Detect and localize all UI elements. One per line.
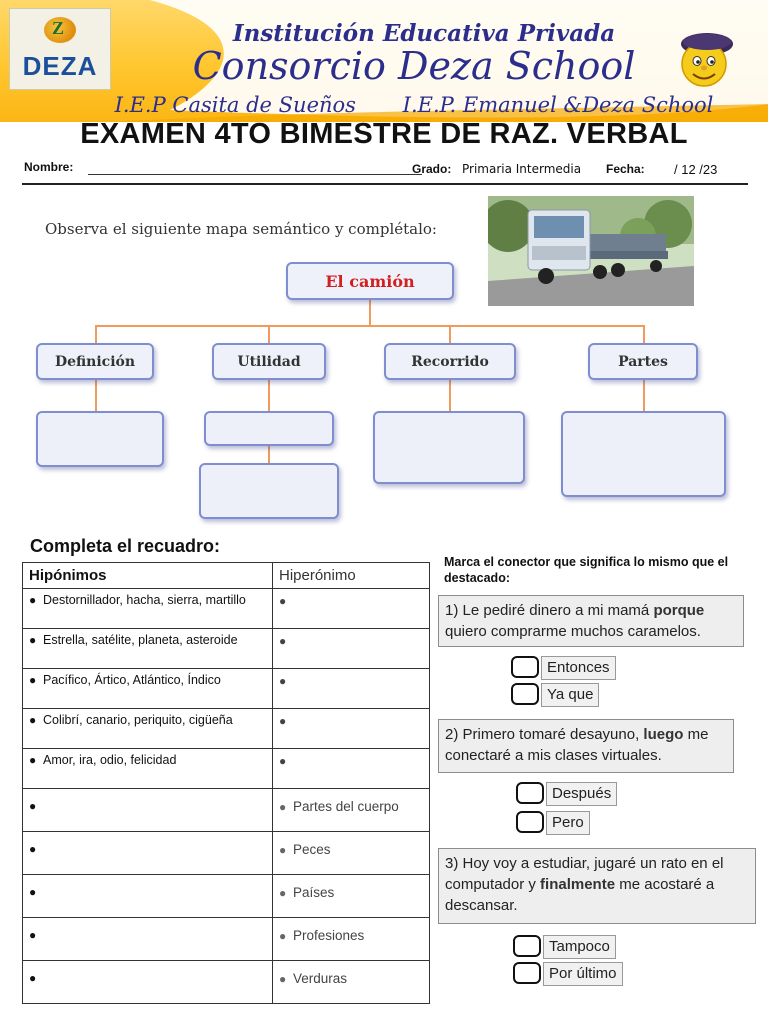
checkbox[interactable]	[511, 656, 539, 678]
checkbox[interactable]	[511, 683, 539, 705]
hiponimos-text: Pacífico, Ártico, Atlántico, Índico	[43, 673, 221, 687]
institution-title: Institución Educativa Privada	[232, 20, 616, 47]
bullet-icon: ●	[279, 634, 287, 648]
checkbox[interactable]	[516, 811, 544, 833]
hiponimos-cell	[23, 669, 273, 709]
hiponimos-answer-cell[interactable]	[23, 918, 273, 961]
map-connector-line	[268, 379, 270, 411]
option-label: Tampoco	[543, 935, 616, 959]
table-header-row	[23, 563, 430, 589]
exam-title: EXAMEN 4TO BIMESTRE DE RAZ. VERBAL	[80, 118, 688, 150]
date-label: Fecha:	[606, 162, 645, 176]
hiperonimo-text: Partes del cuerpo	[293, 799, 399, 814]
question-3-highlight: finalmente	[540, 876, 616, 893]
bullet-icon: ●	[279, 714, 287, 728]
map-connector-line	[95, 325, 97, 343]
hiperonimo-text: Países	[293, 885, 335, 900]
hiponimos-answer-cell[interactable]	[23, 961, 273, 1004]
bullet-icon: ●	[279, 800, 287, 814]
map-connector-line	[643, 325, 645, 343]
question-3-text-post: me acostaré a descansar.	[445, 876, 715, 914]
table-row	[23, 918, 430, 961]
bullet-icon: ●	[29, 633, 37, 647]
map-node-partes: Partes	[588, 343, 698, 380]
option-label: Ya que	[541, 683, 599, 707]
question-1	[438, 595, 744, 647]
bullet-icon: ●	[279, 972, 287, 986]
table-row	[23, 589, 430, 629]
map-answer-box-recorrido[interactable]	[373, 411, 525, 484]
hiperonimo-cell	[273, 918, 430, 961]
hiperonimo-text: Verduras	[293, 971, 348, 986]
hiperonimo-answer-cell[interactable]	[273, 629, 430, 669]
map-node-utilidad: Utilidad	[212, 343, 326, 380]
school-name: Consorcio Deza School	[192, 44, 636, 88]
table-row	[23, 749, 430, 789]
map-connector-line	[643, 379, 645, 411]
table-row	[23, 961, 430, 1004]
hiponimos-cell	[23, 709, 273, 749]
question-2	[438, 719, 734, 773]
hiperonimo-answer-cell[interactable]	[273, 669, 430, 709]
hiponimos-text: Destornillador, hacha, sierra, martillo	[43, 593, 246, 607]
hiperonimo-text: Peces	[293, 842, 331, 857]
map-connector-line	[449, 379, 451, 411]
truck-image	[488, 196, 694, 306]
hiperonimo-cell	[273, 961, 430, 1004]
connector-instruction: Marca el conector que significa lo mismo que el destacado:	[444, 555, 729, 585]
bullet-icon: ●	[29, 753, 37, 767]
hiperonimo-answer-cell[interactable]	[273, 749, 430, 789]
option-label: Pero	[546, 811, 590, 835]
option-label: Entonces	[541, 656, 616, 680]
hiponimos-text: Estrella, satélite, planeta, asteroide	[43, 633, 238, 647]
question-2-highlight: luego	[643, 726, 684, 743]
hiponimos-cell	[23, 749, 273, 789]
col-header-hiperonimo: Hiperónimo	[273, 563, 430, 589]
table-row	[23, 629, 430, 669]
map-root-node: El camión	[286, 262, 454, 300]
table-heading: Completa el recuadro:	[30, 536, 221, 556]
map-connector-line	[449, 325, 451, 343]
bullet-icon: ●	[29, 928, 37, 942]
bullet-icon: ●	[29, 593, 37, 607]
hiponimos-cell	[23, 589, 273, 629]
map-connector-line	[95, 325, 643, 327]
bullet-icon: ●	[279, 843, 287, 857]
bullet-icon: ●	[29, 842, 37, 856]
question-1-text-post: quiero comprarme muchos caramelos.	[445, 623, 701, 640]
header-divider	[22, 183, 748, 185]
bullet-icon: ●	[29, 713, 37, 727]
map-answer-box-utilidad-2[interactable]	[199, 463, 339, 519]
hiperonimo-cell	[273, 875, 430, 918]
hiperonimo-answer-cell[interactable]	[273, 589, 430, 629]
bullet-icon: ●	[29, 673, 37, 687]
table-row	[23, 832, 430, 875]
map-instruction: Observa el siguiente mapa semántico y complétalo:	[45, 220, 437, 238]
name-label: Nombre:	[24, 160, 74, 174]
option-label: Después	[546, 782, 617, 806]
table-row	[23, 789, 430, 832]
question-3-text-pre: 3) Hoy voy a estudiar, jugaré un rato en el computador y	[445, 855, 724, 893]
mascot-face-icon	[674, 28, 736, 90]
schools-line: I.E.P Casita de Sueños I.E.P. Emanuel &Deza School	[114, 93, 714, 117]
date-value: / 12 /23	[674, 162, 718, 177]
checkbox[interactable]	[516, 782, 544, 804]
question-1-text-pre: 1) Le pediré dinero a mi mamá	[445, 602, 654, 619]
hiponimos-answer-cell[interactable]	[23, 832, 273, 875]
hiponimos-text: Colibrí, canario, periquito, cigüeña	[43, 713, 233, 727]
grade-label: Grado:	[412, 162, 452, 176]
map-node-recorrido: Recorrido	[384, 343, 516, 380]
map-connector-line	[268, 325, 270, 343]
map-answer-box-definicion[interactable]	[36, 411, 164, 467]
map-connector-line	[95, 379, 97, 411]
bullet-icon: ●	[29, 971, 37, 985]
map-node-definicion: Definición	[36, 343, 154, 380]
bullet-icon: ●	[279, 886, 287, 900]
table-row	[23, 709, 430, 749]
col-header-hiponimos: Hipónimos	[23, 563, 273, 589]
name-input-line[interactable]	[88, 174, 422, 175]
hiperonimo-answer-cell[interactable]	[273, 709, 430, 749]
map-connector-line	[268, 446, 270, 464]
option-label: Por último	[543, 962, 623, 986]
table-row	[23, 875, 430, 918]
hiperonimo-cell	[273, 789, 430, 832]
student-info-row	[24, 160, 744, 182]
hiperonimo-cell	[273, 832, 430, 875]
grade-value: Primaria Intermedia	[462, 162, 582, 176]
map-connector-line	[369, 300, 371, 325]
hiponimos-answer-cell[interactable]	[23, 789, 273, 832]
hiponimos-answer-cell[interactable]	[23, 875, 273, 918]
hiponimos-cell	[23, 629, 273, 669]
hiperonimo-text: Profesiones	[293, 928, 365, 943]
question-1-highlight: porque	[653, 602, 705, 619]
table-row	[23, 669, 430, 709]
bullet-icon: ●	[279, 929, 287, 943]
checkbox[interactable]	[513, 935, 541, 957]
bullet-icon: ●	[279, 594, 287, 608]
bullet-icon: ●	[279, 754, 287, 768]
question-2-text-pre: 2) Primero tomaré desayuno,	[445, 726, 644, 743]
bullet-icon: ●	[29, 799, 37, 813]
question-2-text-post: me conectaré a mis clases virtuales.	[445, 726, 709, 764]
logo-emblem-icon: Z	[44, 17, 76, 43]
bullet-icon: ●	[29, 885, 37, 899]
map-answer-box-utilidad-1[interactable]	[204, 411, 334, 446]
question-3	[438, 848, 756, 924]
logo-text: DEZA	[22, 51, 98, 81]
checkbox[interactable]	[513, 962, 541, 984]
hiponimos-text: Amor, ira, odio, felicidad	[43, 753, 177, 767]
hyponym-table	[22, 562, 430, 1004]
map-answer-box-partes[interactable]	[561, 411, 726, 497]
bullet-icon: ●	[279, 674, 287, 688]
